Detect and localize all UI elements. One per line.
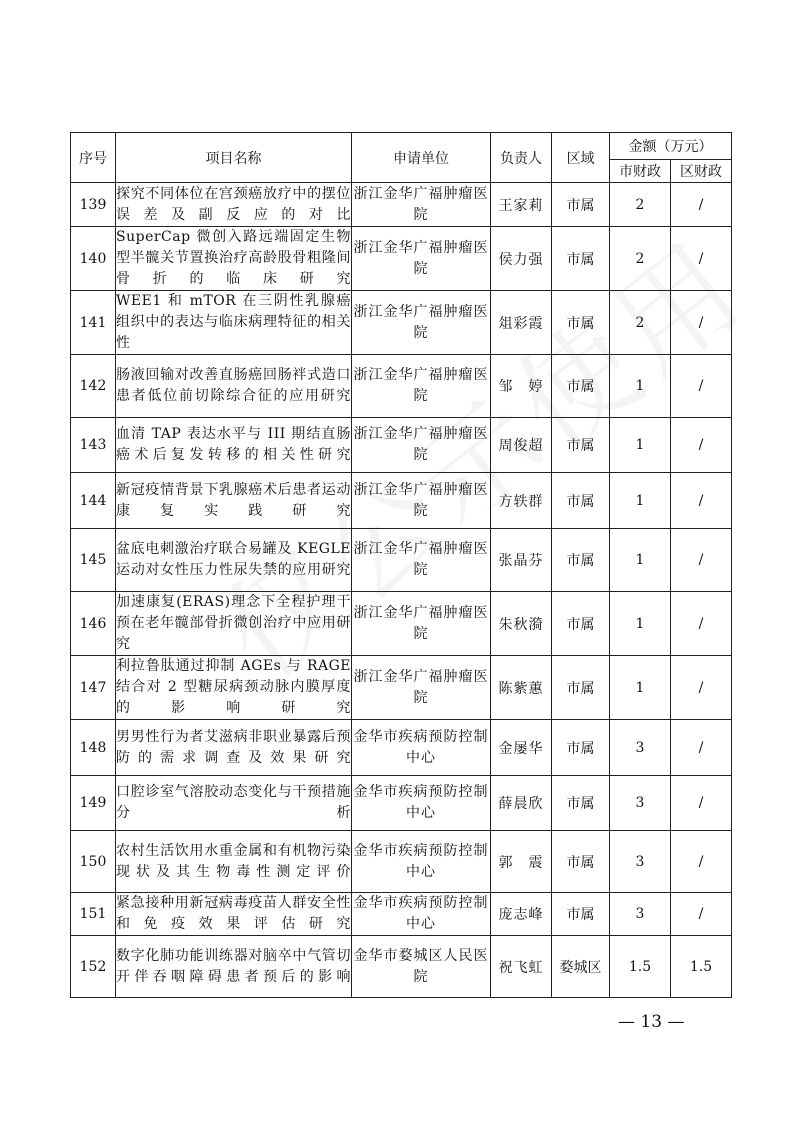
row-number: 147 xyxy=(71,656,116,720)
table-row xyxy=(71,529,732,592)
responsible-person: 方轶群 xyxy=(491,473,552,529)
city-finance-amount: 1 xyxy=(610,418,671,473)
project-name: 肠液回输对改善直肠癌回肠袢式造口患者低位前切除综合征的应用研究 xyxy=(116,355,352,418)
district-finance-amount: / xyxy=(671,592,732,656)
applicant-unit: 浙江金华广福肿瘤医院 xyxy=(352,473,491,529)
page-number: — 13 — xyxy=(618,1012,685,1032)
city-finance-amount: 1.5 xyxy=(610,936,671,998)
district-finance-amount: / xyxy=(671,656,732,720)
project-name: 农村生活饮用水重金属和有机物污染现状及其生物毒性测定评价 xyxy=(116,831,352,893)
region: 市属 xyxy=(552,291,610,355)
applicant-unit: 浙江金华广福肿瘤医院 xyxy=(352,227,491,291)
table-row xyxy=(71,936,732,998)
city-finance-amount: 1 xyxy=(610,355,671,418)
applicant-unit: 浙江金华广福肿瘤医院 xyxy=(352,418,491,473)
applicant-unit: 浙江金华广福肿瘤医院 xyxy=(352,183,491,227)
row-number: 139 xyxy=(71,183,116,227)
applicant-unit: 浙江金华广福肿瘤医院 xyxy=(352,656,491,720)
responsible-person: 朱秋漪 xyxy=(491,592,552,656)
district-finance-amount: / xyxy=(671,473,732,529)
district-finance-amount: / xyxy=(671,893,732,936)
city-finance-amount: 3 xyxy=(610,720,671,776)
city-finance-amount: 3 xyxy=(610,831,671,893)
city-finance-amount: 2 xyxy=(610,183,671,227)
city-finance-amount: 1 xyxy=(610,656,671,720)
project-name: WEE1 和 mTOR 在三阴性乳腺癌组织中的表达与临床病理特征的相关性 xyxy=(116,291,352,355)
table-row xyxy=(71,418,732,473)
table-row xyxy=(71,656,732,720)
district-finance-amount: / xyxy=(671,776,732,831)
district-finance-amount: / xyxy=(671,355,732,418)
district-finance-amount: 1.5 xyxy=(671,936,732,998)
responsible-person: 张晶芬 xyxy=(491,529,552,592)
header-project: 项目名称 xyxy=(116,133,352,183)
row-number: 149 xyxy=(71,776,116,831)
row-number: 150 xyxy=(71,831,116,893)
responsible-person: 邹 婷 xyxy=(491,355,552,418)
project-name: 男男性行为者艾滋病非职业暴露后预防的需求调查及效果研究 xyxy=(116,720,352,776)
responsible-person: 王家莉 xyxy=(491,183,552,227)
table-row xyxy=(71,227,732,291)
row-number: 144 xyxy=(71,473,116,529)
district-finance-amount: / xyxy=(671,418,732,473)
city-finance-amount: 3 xyxy=(610,893,671,936)
row-number: 143 xyxy=(71,418,116,473)
responsible-person: 陈紫蕙 xyxy=(491,656,552,720)
region: 市属 xyxy=(552,776,610,831)
project-name: 血清 TAP 表达水平与 III 期结直肠癌术后复发转移的相关性研究 xyxy=(116,418,352,473)
project-name: 盆底电刺激治疗联合易罐及 KEGLE 运动对女性压力性尿失禁的应用研究 xyxy=(116,529,352,592)
city-finance-amount: 3 xyxy=(610,776,671,831)
project-name: 新冠疫情背景下乳腺癌术后患者运动康复实践研究 xyxy=(116,473,352,529)
region: 市属 xyxy=(552,656,610,720)
city-finance-amount: 2 xyxy=(610,227,671,291)
applicant-unit: 金华市疾病预防控制中心 xyxy=(352,893,491,936)
table-row xyxy=(71,183,732,227)
district-finance-amount: / xyxy=(671,227,732,291)
applicant-unit: 浙江金华广福肿瘤医院 xyxy=(352,291,491,355)
responsible-person: 俎彩霞 xyxy=(491,291,552,355)
region: 市属 xyxy=(552,227,610,291)
district-finance-amount: / xyxy=(671,529,732,592)
row-number: 146 xyxy=(71,592,116,656)
header-amount: 金额（万元） xyxy=(610,133,732,160)
project-name: 探究不同体位在宫颈癌放疗中的摆位误差及副反应的对比 xyxy=(116,183,352,227)
header-person: 负责人 xyxy=(491,133,552,183)
header-unit: 申请单位 xyxy=(352,133,491,183)
region: 婺城区 xyxy=(552,936,610,998)
project-name: 利拉鲁肽通过抑制 AGEs 与 RAGE 结合对 2 型糖尿病颈动脉内膜厚度的影响研究 xyxy=(116,656,352,720)
applicant-unit: 浙江金华广福肿瘤医院 xyxy=(352,529,491,592)
region: 市属 xyxy=(552,831,610,893)
responsible-person: 庞志峰 xyxy=(491,893,552,936)
table-row xyxy=(71,720,732,776)
region: 市属 xyxy=(552,592,610,656)
region: 市属 xyxy=(552,418,610,473)
applicant-unit: 浙江金华广福肿瘤医院 xyxy=(352,592,491,656)
region: 市属 xyxy=(552,529,610,592)
city-finance-amount: 2 xyxy=(610,291,671,355)
applicant-unit: 浙江金华广福肿瘤医院 xyxy=(352,355,491,418)
row-number: 142 xyxy=(71,355,116,418)
project-table xyxy=(70,132,732,998)
district-finance-amount: / xyxy=(671,720,732,776)
city-finance-amount: 1 xyxy=(610,473,671,529)
applicant-unit: 金华市婺城区人民医院 xyxy=(352,936,491,998)
responsible-person: 侯力强 xyxy=(491,227,552,291)
table-row xyxy=(71,831,732,893)
city-finance-amount: 1 xyxy=(610,529,671,592)
applicant-unit: 金华市疾病预防控制中心 xyxy=(352,831,491,893)
row-number: 148 xyxy=(71,720,116,776)
header-seq: 序号 xyxy=(71,133,116,183)
row-number: 141 xyxy=(71,291,116,355)
district-finance-amount: / xyxy=(671,291,732,355)
table-row xyxy=(71,291,732,355)
table-row xyxy=(71,592,732,656)
responsible-person: 金屡华 xyxy=(491,720,552,776)
responsible-person: 薛晨欣 xyxy=(491,776,552,831)
header-district-finance: 区财政 xyxy=(671,160,732,183)
district-finance-amount: / xyxy=(671,183,732,227)
region: 市属 xyxy=(552,355,610,418)
header-region: 区域 xyxy=(552,133,610,183)
region: 市属 xyxy=(552,183,610,227)
responsible-person: 郭 震 xyxy=(491,831,552,893)
responsible-person: 祝飞虹 xyxy=(491,936,552,998)
row-number: 140 xyxy=(71,227,116,291)
applicant-unit: 金华市疾病预防控制中心 xyxy=(352,720,491,776)
table-row xyxy=(71,893,732,936)
row-number: 151 xyxy=(71,893,116,936)
city-finance-amount: 1 xyxy=(610,592,671,656)
project-name: 数字化肺功能训练器对脑卒中气管切开伴吞咽障碍患者预后的影响 xyxy=(116,936,352,998)
table-row xyxy=(71,776,732,831)
project-name: SuperCap 微创入路远端固定生物型半髋关节置换治疗高龄股骨粗隆间骨折的临床研究 xyxy=(116,227,352,291)
region: 市属 xyxy=(552,473,610,529)
responsible-person: 周俊超 xyxy=(491,418,552,473)
row-number: 152 xyxy=(71,936,116,998)
district-finance-amount: / xyxy=(671,831,732,893)
table-row xyxy=(71,355,732,418)
region: 市属 xyxy=(552,720,610,776)
applicant-unit: 金华市疾病预防控制中心 xyxy=(352,776,491,831)
region: 市属 xyxy=(552,893,610,936)
project-name: 口腔诊室气溶胶动态变化与干预措施分析 xyxy=(116,776,352,831)
table-row xyxy=(71,473,732,529)
header-city-finance: 市财政 xyxy=(610,160,671,183)
row-number: 145 xyxy=(71,529,116,592)
project-name: 紧急接种用新冠病毒疫苗人群安全性和免疫效果评估研究 xyxy=(116,893,352,936)
project-name: 加速康复(ERAS)理念下全程护理干预在老年髋部骨折微创治疗中应用研究 xyxy=(116,592,352,656)
